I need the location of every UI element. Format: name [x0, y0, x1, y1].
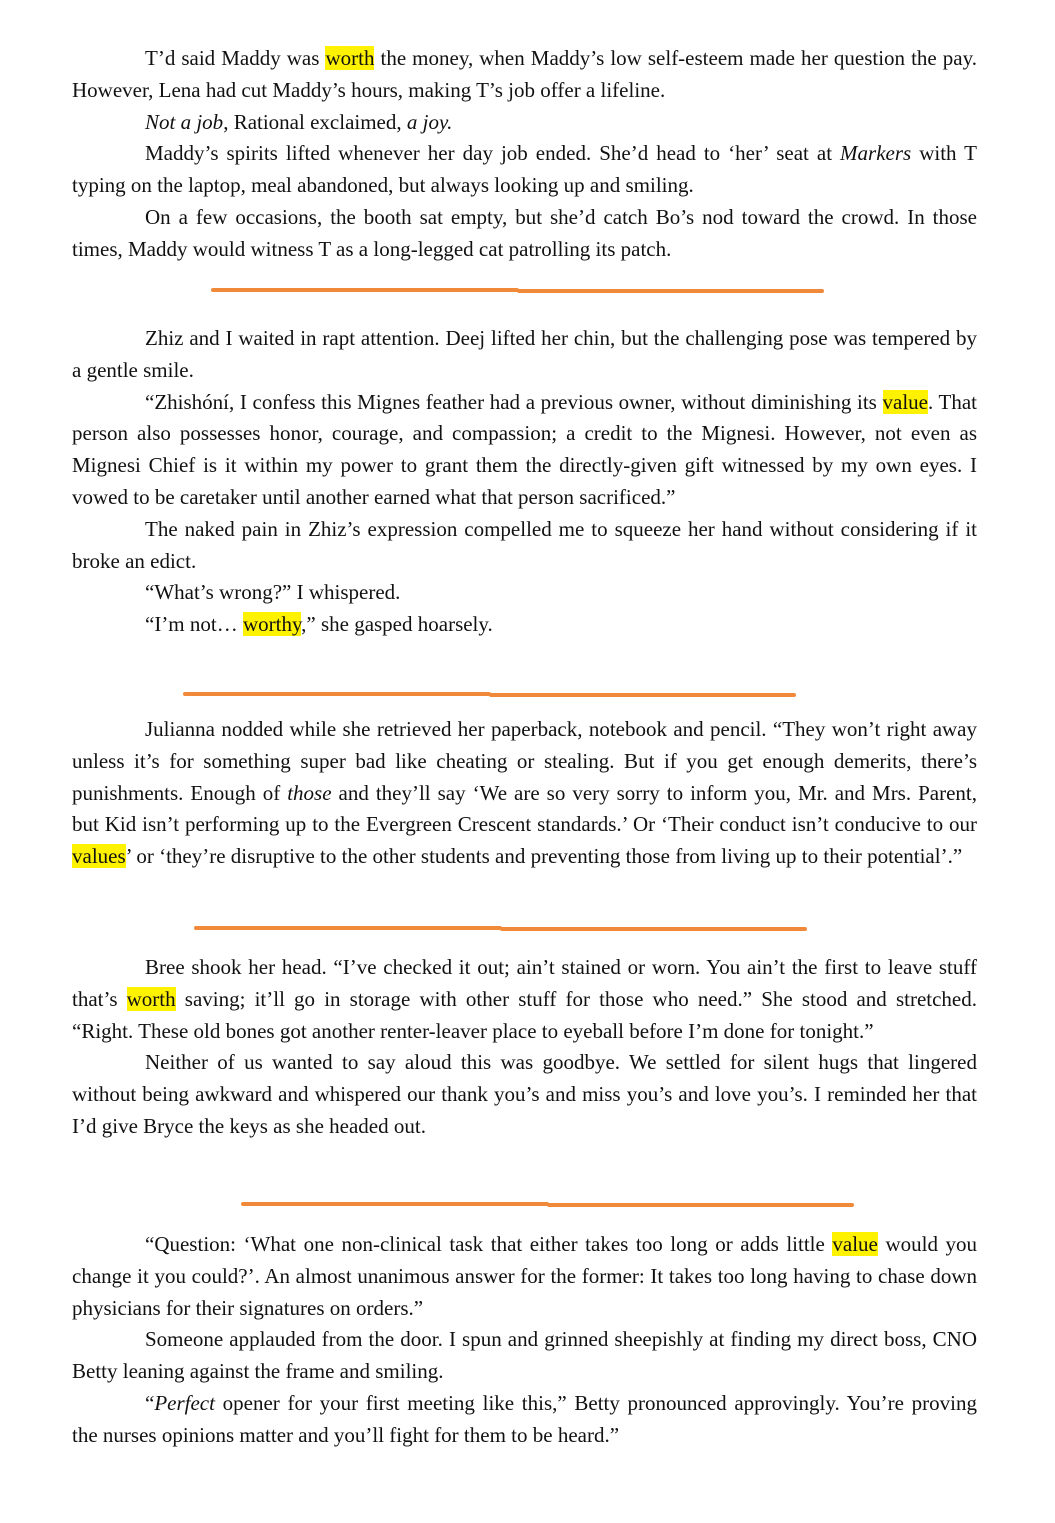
divider-segment — [517, 289, 824, 293]
italic-text: a joy. — [406, 109, 453, 134]
excerpt-1 — [72, 43, 977, 266]
highlighted-term: value — [832, 1232, 878, 1256]
italic-text: Perfect — [154, 1390, 215, 1415]
text-run: ,” she gasped hoarsely. — [301, 612, 493, 637]
text-run: Someone applauded from the door. I spun and grinned sheepishly at finding my direct boss, CNO Betty leaning against the frame and smiling. — [72, 1327, 977, 1384]
divider-segment — [211, 288, 519, 292]
paragraph — [72, 387, 977, 514]
paragraph — [72, 323, 977, 387]
text-run: “Zhishóní, I confess this Mignes feather had a previous owner, without diminishing its — [145, 389, 883, 414]
highlighted-term: values — [72, 844, 126, 869]
excerpt-2 — [72, 323, 977, 641]
paragraph — [72, 1388, 977, 1452]
text-run: with T typing on the laptop, meal abandoned, but always looking up and smiling. — [72, 141, 977, 198]
text-run: Bree shook her head. “I’ve checked it out; ain’t stained or worn. You ain’t the first to leave stuff that’s — [72, 955, 977, 1011]
excerpt-4 — [72, 952, 977, 1143]
highlighted-term: value — [882, 389, 928, 414]
text-run: ’ or ‘they’re disruptive to the other students and preventing those from living up to their potential’.” — [125, 844, 963, 869]
excerpt-5 — [72, 1229, 977, 1452]
highlighted-term: worthy — [242, 612, 302, 637]
paragraph — [72, 514, 977, 578]
text-run: , Rational exclaimed, — [223, 109, 407, 134]
divider-segment — [194, 926, 502, 930]
text-run: would you change it you could?’. An almost unanimous answer for the former: It takes too long having to chase down physicians for their signatures on orders.” — [72, 1232, 978, 1320]
paragraph — [72, 609, 977, 641]
text-run: Zhiz and I waited in rapt attention. Deej lifted her chin, but the challenging pose was tempered by a gentle smile. — [72, 326, 977, 382]
text-run: opener for your first meeting like this,” Betty pronounced approvingly. You’re proving the nurses opinions matter and you’ll fight for them to be heard.” — [72, 1390, 977, 1447]
text-run: “Question: ‘What one non-clinical task that either takes too long or adds little — [145, 1232, 833, 1256]
text-run: saving; it’ll go in storage with other stuff for those who need.” She stood and stretched. “Right. These old bones got another renter-leaver place to eyeball before I’m done for tonight.” — [72, 986, 977, 1043]
italic-text: Not a job — [145, 109, 224, 134]
paragraph — [72, 43, 977, 107]
highlighted-term: worth — [126, 986, 176, 1011]
paragraph — [72, 714, 977, 873]
text-run: Maddy’s spirits lifted whenever her day job ended. She’d head to ‘her’ seat at — [145, 141, 841, 166]
paragraph — [72, 952, 977, 1047]
excerpt-3 — [72, 714, 977, 873]
divider-segment — [241, 1202, 549, 1206]
paragraph — [72, 138, 977, 202]
paragraph — [72, 202, 977, 266]
divider-segment — [547, 1203, 854, 1207]
italic-text: those — [287, 780, 332, 805]
text-run: T’d said Maddy was — [145, 46, 326, 70]
text-run: . That person also possesses honor, courage, and compassion; a credit to the Mignesi. However, not even as Mignesi Chief is it within my power to grant them the directly-given gift witnessed by my own eyes. I vowed to be caretaker until another earned what that person sacrificed.” — [72, 389, 978, 509]
text-run: and they’ll say ‘We are so very sorry to inform you, Mr. and Mrs. Parent, but Kid isn’t performing up to the Evergreen Crescent standards.’ Or ‘Their conduct isn’t conducive to our — [72, 780, 977, 837]
text-run: Neither of us wanted to say aloud this was goodbye. We settled for silent hugs that lingered without being awkward and whispered our thank you’s and miss you’s and love you’s. I reminded her that I’d give Bryce the keys as she headed out. — [72, 1050, 977, 1138]
text-run: “What’s wrong?” I whispered. — [145, 580, 401, 605]
text-run: On a few occasions, the booth sat empty, but she’d catch Bo’s nod toward the crowd. In those times, Maddy would witness T as a long-legged cat patrolling its patch. — [72, 204, 977, 261]
text-run: the money, when Maddy’s low self-esteem made her question the pay. However, Lena had cut Maddy’s hours, making T’s job offer a lifeline. — [72, 46, 977, 102]
highlighted-term: worth — [325, 46, 375, 70]
divider-segment — [489, 693, 796, 697]
paragraph — [72, 1324, 977, 1388]
paragraph — [72, 1229, 977, 1324]
text-run: “ — [145, 1390, 155, 1415]
text-run: “I’m not… — [145, 612, 243, 637]
text-run: Julianna nodded while she retrieved her paperback, notebook and pencil. “They won’t right away unless it’s for something super bad like cheating or stealing. But if you get enough demerits, there’s punishments. Enough of — [72, 717, 977, 805]
paragraph — [72, 577, 977, 609]
paragraph — [72, 1047, 977, 1142]
text-run: The naked pain in Zhiz’s expression compelled me to squeeze her hand without considering if it broke an edict. — [72, 516, 977, 573]
divider-segment — [500, 927, 807, 931]
italic-text: Markers — [840, 141, 912, 166]
divider-segment — [183, 692, 491, 696]
paragraph — [72, 107, 977, 139]
